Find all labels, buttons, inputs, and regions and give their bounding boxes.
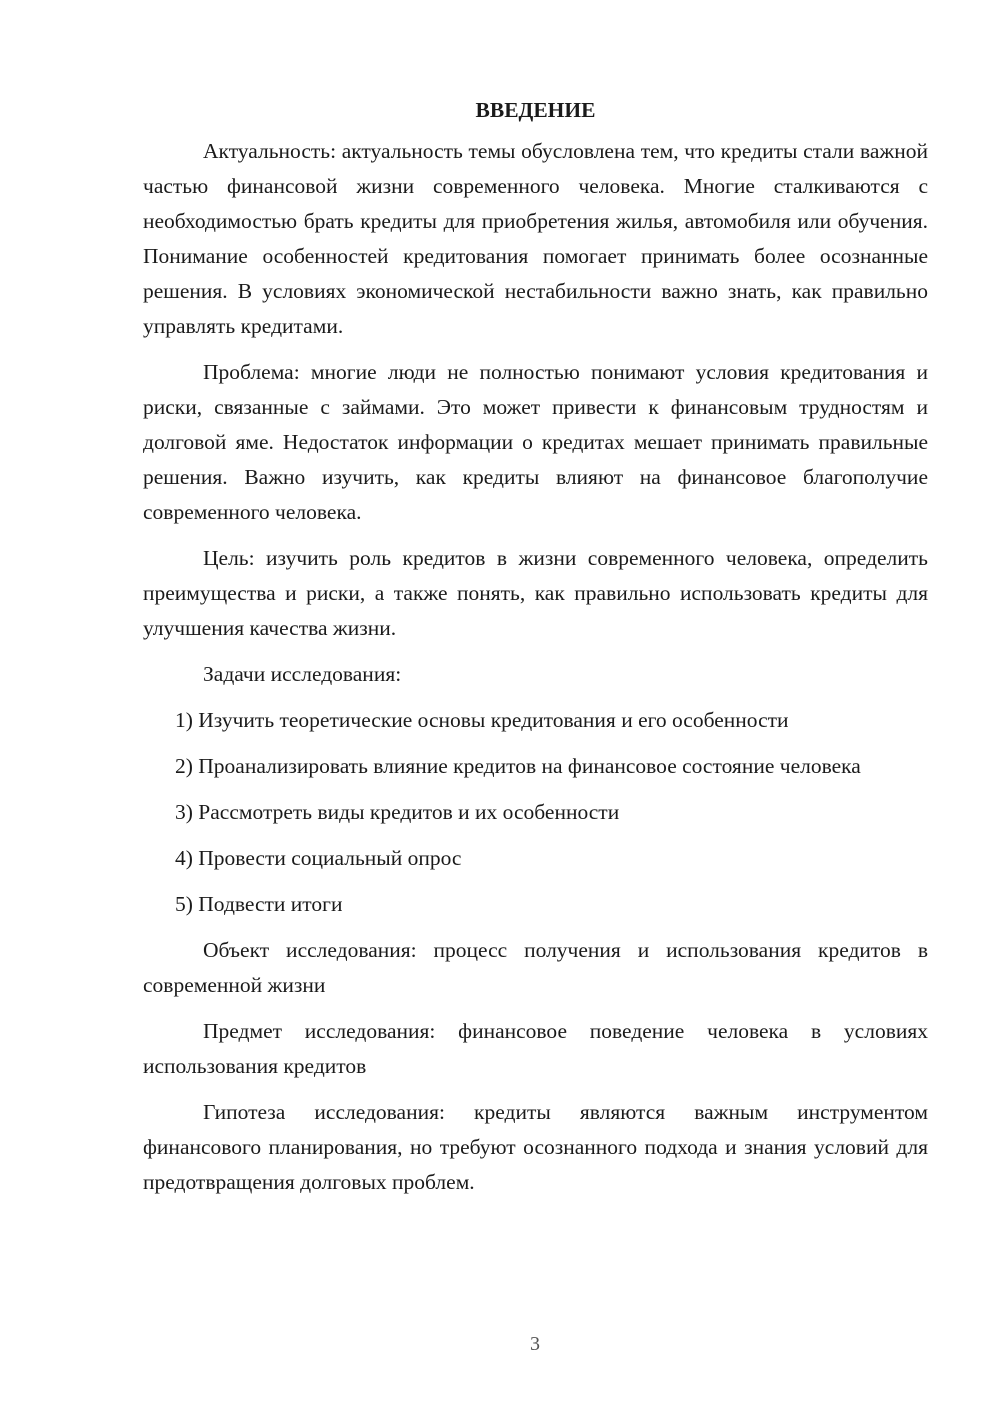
task-item-3: 3) Рассмотреть виды кредитов и их особенности bbox=[175, 800, 620, 824]
document-page bbox=[143, 95, 928, 1211]
page-title: ВВЕДЕНИЕ bbox=[475, 98, 596, 122]
task-item-1: 1) Изучить теоретические основы кредитования и его особенности bbox=[175, 708, 789, 732]
page-number: 3 bbox=[530, 1333, 540, 1355]
relevance-paragraph: Актуальность: актуальность темы обусловлена тем, что кредиты стали важной частью финансовой жизни современного человека. Многие сталкиваются с необходимостью брать кредиты для приобретения жилья, автомобиля или обучения. Понимание особенностей кредитования помогает принимать более осознанные решения. В условиях экономической нестабильности важно знать, как правильно управлять кредитами. bbox=[143, 139, 928, 338]
hypothesis-paragraph: Гипотеза исследования: кредиты являются важным инструментом финансового планирования, но требуют осознанного подхода и знания условий для предотвращения долговых проблем. bbox=[143, 1100, 928, 1194]
subject-paragraph: Предмет исследования: финансовое поведение человека в условиях использования кредитов bbox=[143, 1019, 928, 1078]
task-item-2: 2) Проанализировать влияние кредитов на финансовое состояние человека bbox=[175, 754, 861, 778]
object-paragraph: Объект исследования: процесс получения и использования кредитов в современной жизни bbox=[143, 938, 928, 997]
task-item-5: 5) Подвести итоги bbox=[175, 892, 343, 916]
task-item-4: 4) Провести социальный опрос bbox=[175, 846, 462, 870]
goal-paragraph: Цель: изучить роль кредитов в жизни современного человека, определить преимущества и риски, а также понять, как правильно использовать кредиты для улучшения качества жизни. bbox=[143, 546, 928, 640]
problem-paragraph: Проблема: многие люди не полностью понимают условия кредитования и риски, связанные с займами. Это может привести к финансовым трудностям и долговой яме. Недостаток информации о кредитах мешает принимать правильные решения. Важно изучить, как кредиты влияют на финансовое благополучие современного человека. bbox=[143, 360, 928, 524]
tasks-heading: Задачи исследования: bbox=[203, 662, 402, 686]
